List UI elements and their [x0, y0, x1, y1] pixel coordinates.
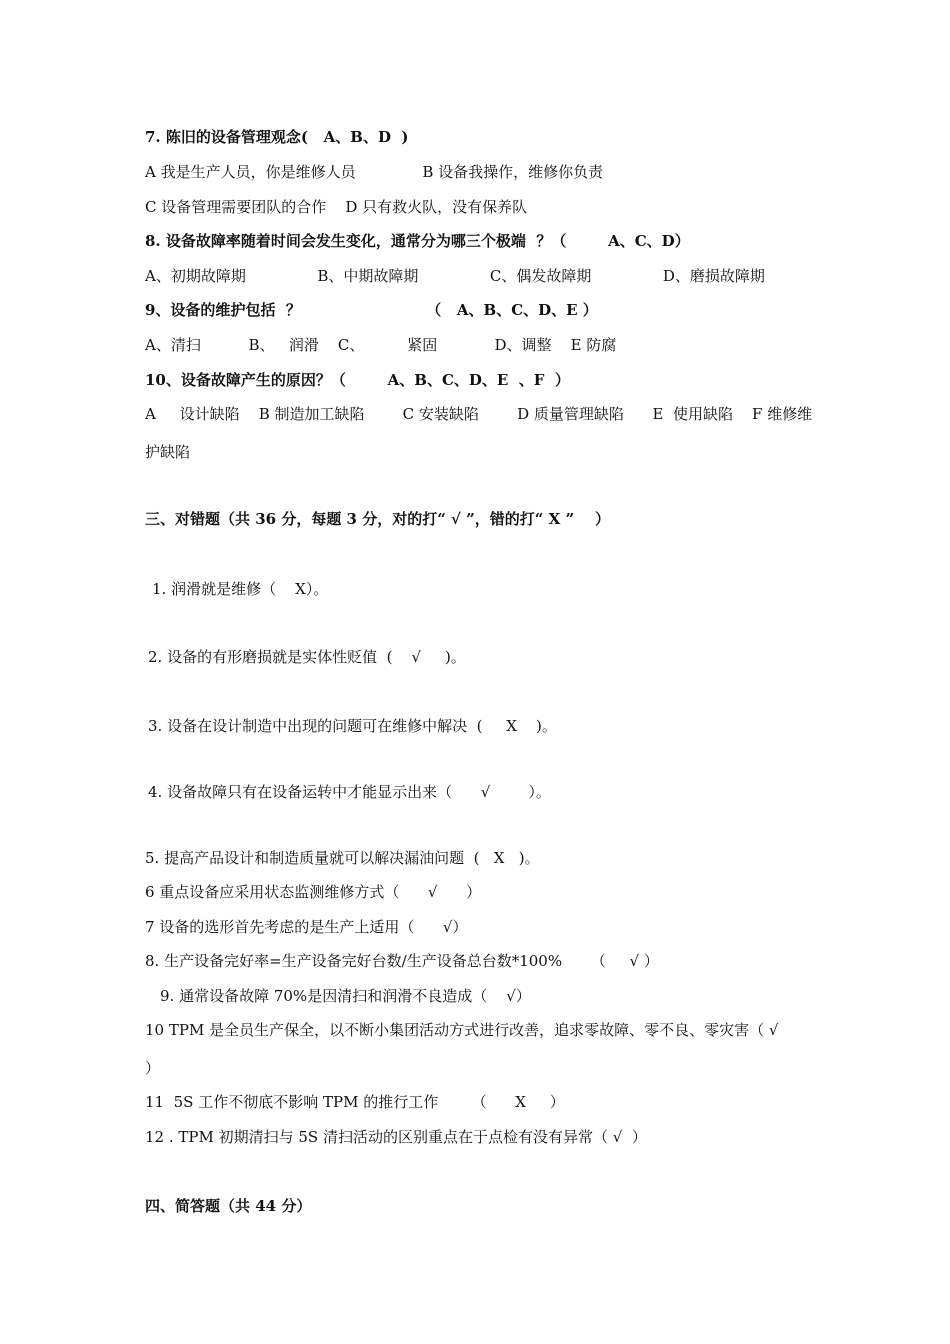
tf-item-5: 5. 提高产品设计和制造质量就可以解决漏油问题 ( X )。 — [145, 849, 540, 867]
question-10-stem: 10、设备故障产生的原因？（ A、B、C、D、E 、F ） — [145, 371, 570, 389]
section-4-heading: 四、简答题（共 44 分） — [145, 1197, 312, 1215]
tf-item-8: 8. 生产设备完好率=生产设备完好台数/生产设备总台数*100% （ √ ） — [145, 952, 659, 970]
tf-item-11: 11 5S 工作不彻底不影响 TPM 的推行工作 （ X ） — [145, 1093, 565, 1111]
question-7-stem: 7. 陈旧的设备管理观念( A、B、D ) — [145, 128, 409, 146]
tf-item-9: 9. 通常设备故障 70%是因清扫和润滑不良造成（ √） — [160, 987, 531, 1005]
section-3-heading: 三、对错题（共 36 分，每题 3 分，对的打“ √ ”，错的打“ X ” ） — [145, 510, 610, 528]
question-7-options-line2: C 设备管理需要团队的合作 D 只有救火队，没有保养队 — [145, 198, 528, 216]
question-8-options: A、初期故障期 B、中期故障期 C、偶发故障期 D、磨损故障期 — [145, 267, 765, 285]
question-7-options-line1: A 我是生产人员，你是维修人员 B 设备我操作，维修你负责 — [145, 163, 604, 181]
tf-item-4: 4. 设备故障只有在设备运转中才能显示出来（ √ ）。 — [148, 783, 551, 801]
tf-item-6: 6 重点设备应采用状态监测维修方式（ √ ） — [145, 883, 482, 901]
question-9-options: A、清扫 B、 润滑 C、 紧固 D、调整 E 防腐 — [145, 336, 617, 354]
tf-item-10: 10 TPM 是全员生产保全，以不断小集团活动方式进行改善，追求零故障、零不良、零灾害（ √ — [145, 1021, 779, 1039]
tf-item-10-continuation: ） — [145, 1059, 161, 1077]
tf-item-1: 1. 润滑就是维修（ X）。 — [152, 580, 329, 598]
question-9-stem: 9、设备的维护包括 ？ （ A、B、C、D、E ） — [145, 301, 598, 319]
tf-item-2: 2. 设备的有形磨损就是实体性贬值 ( √ )。 — [148, 648, 466, 666]
tf-item-3: 3. 设备在设计制造中出现的问题可在维修中解决 ( X )。 — [148, 717, 557, 735]
tf-item-12: 12 . TPM 初期清扫与 5S 清扫活动的区别重点在于点检有没有异常（ √ ） — [145, 1128, 647, 1146]
question-10-options-line1: A 设计缺陷 B 制造加工缺陷 C 安装缺陷 D 质量管理缺陷 E 使用缺陷 F 维修维 — [145, 405, 813, 423]
tf-item-7: 7 设备的选形首先考虑的是生产上适用（ √） — [145, 918, 468, 936]
question-10-options-line2: 护缺陷 — [145, 443, 191, 461]
question-8-stem: 8. 设备故障率随着时间会发生变化，通常分为哪三个极端 ？（ A、C、D） — [145, 232, 690, 250]
